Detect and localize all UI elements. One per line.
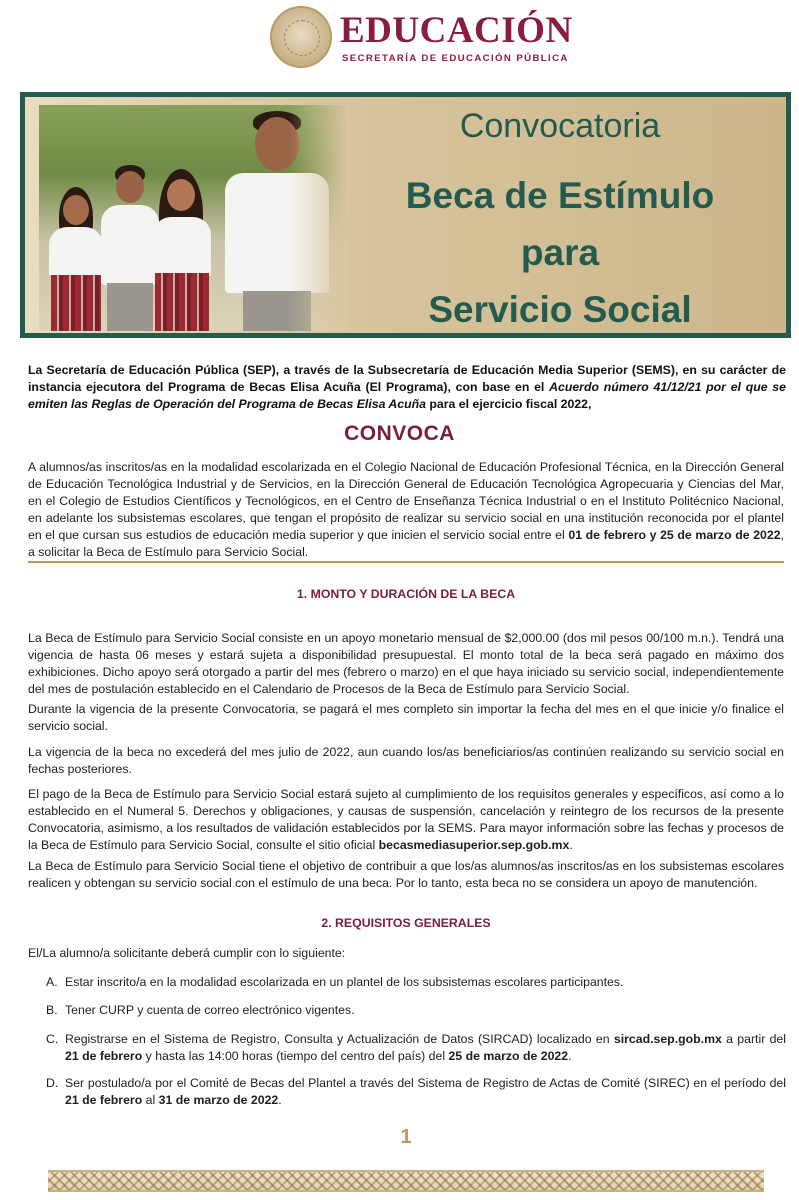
list-marker: A. (46, 975, 58, 989)
convoca-dates: 01 de febrero y 25 de marzo de 2022 (568, 528, 781, 542)
convoca-paragraph (28, 459, 784, 561)
section-1-paragraph-4 (28, 786, 784, 854)
requirement-text: Tener CURP y cuenta de correo electrónico vigentes. (65, 1003, 355, 1017)
intro-text-end: para el ejercicio fiscal 2022, (426, 397, 592, 411)
students-photo (39, 105, 349, 331)
requirement-text (65, 1075, 786, 1109)
banner-line-para: para (520, 232, 600, 273)
convoca-text-end: , a solicitar la Beca de Estímulo para Servicio Social. (28, 528, 784, 559)
section-2-title: 2. REQUISITOS GENERALES (321, 916, 491, 930)
section-1-title: 1. MONTO Y DURACIÓN DE LA BECA (296, 587, 516, 601)
requirement-text: Estar inscrito/a en la modalidad escolarizada en un plantel de los subsistemas escolares participantes. (65, 975, 624, 989)
req-d-text: Ser postulado/a por el Comité de Becas del Plantel a través del Sistema de Registro de Actas de Comité (SIREC) en el período del (65, 1076, 786, 1090)
list-marker: C. (46, 1032, 59, 1046)
req-c-text-3: y hasta las 14:00 horas (tiempo del centro del país) del (142, 1049, 449, 1063)
req-c-end-date: 25 de marzo de 2022 (448, 1049, 569, 1063)
section-1-p4-end: . (569, 838, 573, 852)
banner-line-servicio: Servicio Social (428, 289, 692, 330)
section-1-paragraph-3: La vigencia de la beca no excederá del mes julio de 2022, aun cuando los/as beneficiarios/as continúen realizando su servicio social en fechas posteriores. (28, 745, 784, 776)
req-c-text-4: . (568, 1049, 572, 1063)
section-1-paragraph-5: La Beca de Estímulo para Servicio Social tiene el objetivo de contribuir a que los/as alumnos/as inscritos/as en los subsistemas escolares realicen y obtengan su servicio social con el estímulo de una beca. Por lo tanto, esta beca no se considera un apoyo de manutención. (28, 859, 784, 890)
section-2-lead: El/La alumno/a solicitante deberá cumplir con lo siguiente: (28, 946, 346, 960)
intro-text: La Secretaría de Educación Pública (SEP), a través de la Subsecretaría de Educación Media Superior (SEMS), en su carácter de instancia ejecutora del Programa de Becas Elisa Acuña (El Programa), con base en el (28, 363, 786, 394)
intro-agreement-italic: Acuerdo número 41/12/21 por el que se emiten las Reglas de Operación del Programa de Becas Elisa Acuña (28, 380, 786, 411)
sircad-link[interactable]: sircad.sep.gob.mx (613, 1032, 722, 1046)
becas-website-link[interactable]: becasmediasuperior.sep.gob.mx (378, 838, 570, 852)
requirement-text (65, 1031, 786, 1065)
section-1-p4-text: El pago de la Beca de Estímulo para Servicio Social estará sujeto al cumplimiento de los requisitos generales y específicos, así como a lo establecido en el Numeral 5. Derechos y obligaciones, y causas de suspensión, cancelación y reintegro de los recursos de la presente Convocatoria, asimismo, a los resultados de validación establecidos por la SEMS. Para mayor información sobre las fechas y procesos de la Beca de Estímulo para Servicio Social, consulte el sitio oficial (28, 787, 784, 852)
req-d-text-2: al (142, 1093, 159, 1107)
list-marker: D. (46, 1076, 59, 1090)
req-d-end-date: 31 de marzo de 2022 (158, 1093, 279, 1107)
brand-title: EDUCACIÓN (340, 10, 573, 51)
section-1-paragraph-1: La Beca de Estímulo para Servicio Social consiste en un apoyo monetario mensual de $2,000.00 (dos mil pesos 00/100 m.n.). Tendrá una vigencia de hasta 06 meses y estará sujeta a disponibilidad presupuestal. El monto total de la beca será pagado en máximo dos exhibiciones. Dicho apoyo será otorgado a partir del mes (febrero o marzo) en el que haya iniciado su servicio social, independientemente del mes de postulación establecido en el Calendario de Procesos de la Beca de Estímulo para Servicio Social. (28, 631, 784, 696)
req-c-start-date: 21 de febrero (65, 1049, 143, 1063)
brand-subtitle: SECRETARÍA DE EDUCACIÓN PÚBLICA (342, 53, 569, 64)
mexico-coat-of-arms-seal (270, 6, 332, 68)
convocatoria-banner (20, 92, 791, 338)
banner-line-beca: Beca de Estímulo (405, 175, 715, 216)
page-number: 1 (400, 1126, 412, 1148)
req-d-text-3: . (278, 1093, 282, 1107)
intro-paragraph (28, 362, 786, 413)
req-c-text: Registrarse en el Sistema de Registro, Consulta y Actualización de Datos (SIRCAD) localizado en (65, 1032, 614, 1046)
section-1-paragraph-2: Durante la vigencia de la presente Convocatoria, se pagará el mes completo sin importar la fecha del mes en el que inicie y/o finalice el servicio social. (28, 702, 784, 733)
list-marker: B. (46, 1003, 58, 1017)
req-d-start-date: 21 de febrero (65, 1093, 143, 1107)
banner-title-convocatoria: Convocatoria (459, 107, 661, 145)
banner-title-main (360, 167, 760, 338)
section-divider (28, 561, 784, 563)
req-c-text-2: a partir del (721, 1032, 786, 1046)
convoca-heading: CONVOCA (344, 422, 455, 445)
convoca-text: A alumnos/as inscritos/as en la modalidad escolarizada en el Colegio Nacional de Educación Profesional Técnica, en la Dirección General de Educación Tecnológica Industrial y de Servicios, en la Dirección General de Educación Tecnológica Agropecuaria y Ciencias del Mar, en el Colegio de Estudios Científicos y Tecnológicos, en el Centro de Enseñanza Técnica Industrial o en el Instituto Politécnico Nacional, en adelante los subsistemas escolares, que tengan el propósito de realizar su servicio social en una institución reconocida por el plantel en el que cursan sus estudios de educación media superior y que inicien el servicio social entre el (28, 460, 784, 542)
decorative-footer-band (48, 1170, 764, 1192)
page-header (270, 6, 590, 70)
